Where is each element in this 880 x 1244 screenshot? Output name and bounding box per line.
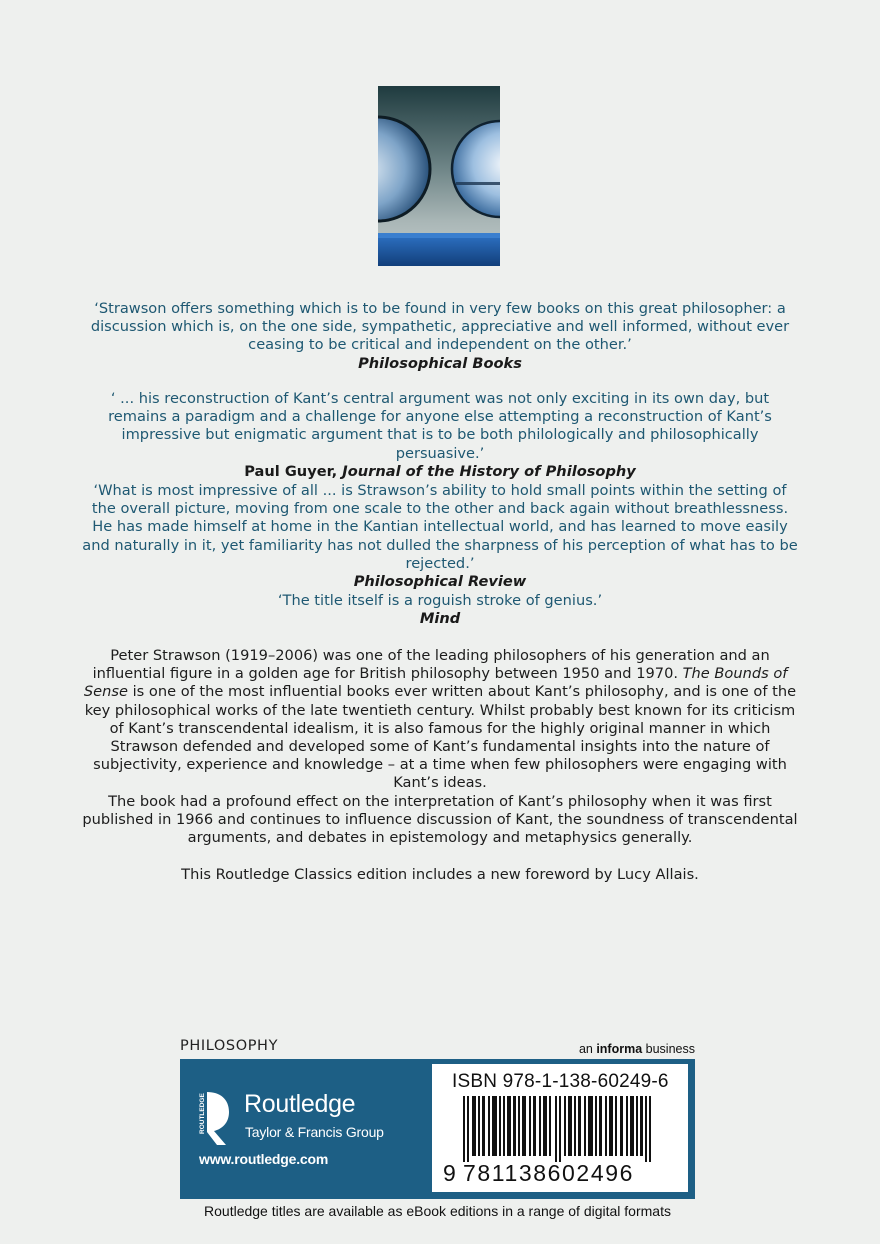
edition-note: This Routledge Classics edition includes a new foreword by Lucy Allais. — [181, 866, 699, 883]
informa-suffix: business — [645, 1042, 695, 1056]
subject-category: PHILOSOPHY — [180, 1038, 279, 1054]
review-quote — [80, 300, 800, 373]
informa-prefix: an — [578, 1042, 593, 1056]
description-text: Peter Strawson (1919–2006) was one of the leading philosophers of his generation and an influential figure in a golden age for British philosophy between 1950 and 1970. — [92, 647, 770, 683]
logo-wordmark: ROUTLEDGE — [199, 1093, 206, 1134]
quote-text: ‘What is most impressive of all ... is Strawson’s ability to hold small points within the setting of the overall picture, moving from one scale to the other and back again without breathlessness. He has made himself at home in the Kantian intellectual world, and has learned to move easily and naturally in it, yet familiarity has not dulled the sharpness of his perception of what has to be rejected.’ — [82, 482, 798, 572]
quote-text: ‘ ... his reconstruction of Kant’s central argument was not only exciting in its own day, but remains a paradigm and a challenge for anyone else attempting a reconstruction of Kant’s impressive but enigmatic argument that is to be both philologically and philosophically persuasive.’ — [108, 390, 772, 462]
barcode — [441, 1096, 685, 1162]
cover-photo — [378, 86, 500, 266]
quote-source: Philosophical Review — [353, 573, 527, 591]
review-quote — [80, 390, 800, 481]
informa-brand: informa — [596, 1042, 643, 1056]
book-title: The Bounds of Sense — [83, 665, 788, 701]
isbn-label: ISBN 978-1-138-60249-6 — [452, 1071, 669, 1092]
barcode-digits: 781138602496 — [463, 1160, 634, 1186]
cover-photo-art — [378, 86, 500, 266]
barcode-first-digit: 9 — [443, 1160, 456, 1186]
publisher-group: Taylor & Francis Group — [245, 1124, 384, 1140]
review-quote — [80, 592, 800, 628]
review-quote — [80, 482, 800, 591]
quote-source: Philosophical Books — [358, 354, 522, 372]
quote-source-journal: Journal of the History of Philosophy — [342, 462, 636, 480]
informa-tagline — [579, 1042, 695, 1056]
quote-text: ‘The title itself is a roguish stroke of genius.’ — [277, 592, 603, 609]
publisher-name: Routledge — [244, 1090, 356, 1118]
quote-text: ‘Strawson offers something which is to be found in very few books on this great philosopher: a discussion which is, on the one side, sympathetic, appreciative and well informed, without ever ceasing to be critical and independent on the other.’ — [90, 300, 790, 354]
description-text: is one of the most influential books ever written about Kant’s philosophy, and is one of the key philosophical works of the late twentieth century. Whilst probably best known for its criticism of Kant’s transcendental idealism, it is also famous for the highly original manner in which Strawson defended and developed some of Kant’s fundamental insights into the nature of subjectivity, experience and knowledge – at a time when few philosophers were engaging with Kant’s ideas. — [84, 683, 797, 792]
routledge-logo-icon — [198, 1090, 232, 1146]
description-paragraph — [80, 647, 800, 793]
quote-source: Mind — [419, 610, 461, 628]
description-paragraph: The book had a profound effect on the interpretation of Kant’s philosophy when it was first published in 1966 and continues to influence discussion of Kant, the soundness of transcendental arguments, and debates in epistemology and metaphysics generally. — [82, 793, 798, 847]
quote-source-name: Paul Guyer, — [244, 462, 338, 480]
ebook-availability-note: Routledge titles are available as eBook editions in a range of digital formats — [204, 1203, 671, 1219]
quote-source — [80, 463, 800, 481]
publisher-url[interactable]: www.routledge.com — [199, 1151, 329, 1167]
